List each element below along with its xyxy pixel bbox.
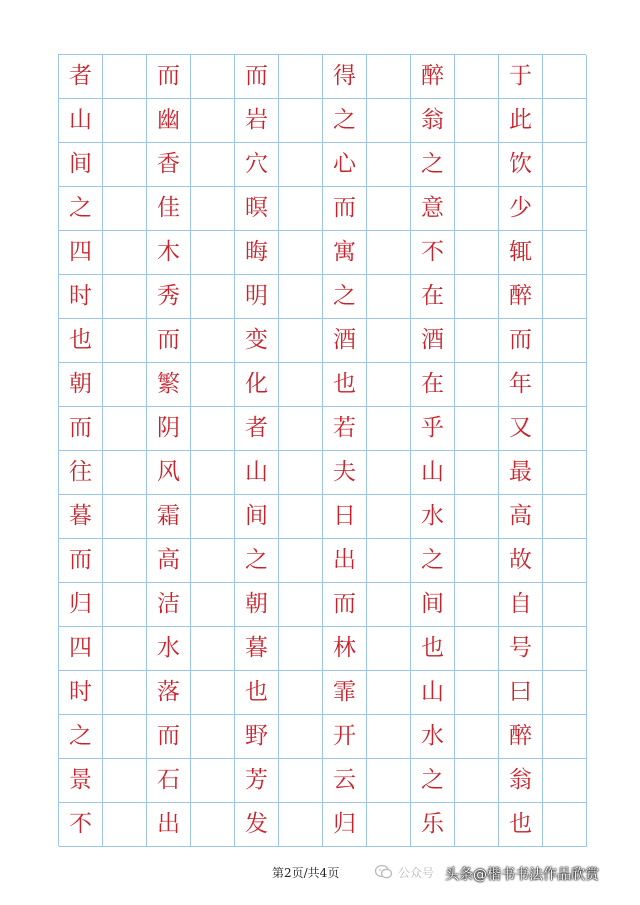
blank-cell <box>279 99 323 143</box>
blank-cell <box>543 319 587 363</box>
character-cell: 芳 <box>235 759 279 803</box>
blank-cell <box>543 363 587 407</box>
blank-cell <box>455 583 499 627</box>
character-cell: 醉 <box>499 275 543 319</box>
character-cell: 不 <box>59 803 103 847</box>
blank-cell <box>543 275 587 319</box>
blank-cell <box>455 803 499 847</box>
character-cell: 化 <box>235 363 279 407</box>
character-cell: 之 <box>411 143 455 187</box>
blank-cell <box>279 583 323 627</box>
character-cell: 云 <box>323 759 367 803</box>
blank-cell <box>103 671 147 715</box>
character-cell: 之 <box>411 759 455 803</box>
blank-cell <box>191 627 235 671</box>
character-cell: 若 <box>323 407 367 451</box>
character-cell: 夫 <box>323 451 367 495</box>
character-cell: 而 <box>59 539 103 583</box>
character-cell: 自 <box>499 583 543 627</box>
character-cell: 间 <box>411 583 455 627</box>
blank-cell <box>103 55 147 99</box>
blank-cell <box>367 451 411 495</box>
character-cell: 酒 <box>411 319 455 363</box>
character-cell: 景 <box>59 759 103 803</box>
character-cell: 而 <box>147 319 191 363</box>
blank-cell <box>191 495 235 539</box>
blank-cell <box>543 539 587 583</box>
character-cell: 山 <box>59 99 103 143</box>
character-cell: 年 <box>499 363 543 407</box>
character-cell: 少 <box>499 187 543 231</box>
blank-cell <box>191 319 235 363</box>
character-cell: 醉 <box>499 715 543 759</box>
blank-cell <box>279 759 323 803</box>
blank-cell <box>103 627 147 671</box>
blank-cell <box>367 55 411 99</box>
character-cell: 意 <box>411 187 455 231</box>
character-cell: 四 <box>59 627 103 671</box>
blank-cell <box>103 187 147 231</box>
blank-cell <box>191 407 235 451</box>
blank-cell <box>543 495 587 539</box>
character-cell: 木 <box>147 231 191 275</box>
blank-cell <box>543 99 587 143</box>
character-cell: 而 <box>323 187 367 231</box>
blank-cell <box>279 451 323 495</box>
blank-cell <box>455 495 499 539</box>
character-cell: 幽 <box>147 99 191 143</box>
character-cell: 而 <box>59 407 103 451</box>
calligraphy-grid <box>58 54 586 846</box>
blank-cell <box>279 275 323 319</box>
page-number: 第2页/共4页 <box>272 866 340 880</box>
blank-cell <box>455 231 499 275</box>
character-cell: 高 <box>499 495 543 539</box>
character-cell: 翁 <box>499 759 543 803</box>
character-cell: 故 <box>499 539 543 583</box>
blank-cell <box>455 671 499 715</box>
character-cell: 洁 <box>147 583 191 627</box>
character-cell: 穴 <box>235 143 279 187</box>
character-cell: 而 <box>235 55 279 99</box>
blank-cell <box>367 231 411 275</box>
blank-cell <box>279 363 323 407</box>
blank-cell <box>103 407 147 451</box>
character-cell: 香 <box>147 143 191 187</box>
character-cell: 暝 <box>235 187 279 231</box>
character-cell: 四 <box>59 231 103 275</box>
character-cell: 也 <box>411 627 455 671</box>
blank-cell <box>367 715 411 759</box>
character-cell: 酒 <box>323 319 367 363</box>
character-cell: 而 <box>323 583 367 627</box>
wechat-icon <box>374 862 394 882</box>
blank-cell <box>455 451 499 495</box>
character-cell: 得 <box>323 55 367 99</box>
character-cell: 在 <box>411 275 455 319</box>
blank-cell <box>543 715 587 759</box>
blank-cell <box>367 803 411 847</box>
blank-cell <box>103 803 147 847</box>
character-cell: 最 <box>499 451 543 495</box>
character-cell: 心 <box>323 143 367 187</box>
blank-cell <box>367 99 411 143</box>
character-cell: 之 <box>323 99 367 143</box>
blank-cell <box>543 143 587 187</box>
character-cell: 也 <box>323 363 367 407</box>
character-cell: 阴 <box>147 407 191 451</box>
blank-cell <box>543 583 587 627</box>
blank-cell <box>103 275 147 319</box>
character-cell: 又 <box>499 407 543 451</box>
blank-cell <box>367 143 411 187</box>
character-cell: 寓 <box>323 231 367 275</box>
blank-cell <box>191 55 235 99</box>
character-cell: 号 <box>499 627 543 671</box>
blank-cell <box>367 407 411 451</box>
character-cell: 风 <box>147 451 191 495</box>
blank-cell <box>367 495 411 539</box>
blank-cell <box>103 759 147 803</box>
blank-cell <box>191 187 235 231</box>
blank-cell <box>103 451 147 495</box>
blank-cell <box>191 363 235 407</box>
blank-cell <box>455 539 499 583</box>
character-cell: 于 <box>499 55 543 99</box>
blank-cell <box>103 495 147 539</box>
blank-cell <box>279 407 323 451</box>
character-cell: 佳 <box>147 187 191 231</box>
blank-cell <box>103 319 147 363</box>
blank-cell <box>103 715 147 759</box>
blank-cell <box>191 803 235 847</box>
character-cell: 此 <box>499 99 543 143</box>
blank-cell <box>279 495 323 539</box>
blank-cell <box>455 627 499 671</box>
character-cell: 高 <box>147 539 191 583</box>
character-cell: 水 <box>411 495 455 539</box>
blank-cell <box>191 539 235 583</box>
blank-cell <box>543 187 587 231</box>
character-cell: 开 <box>323 715 367 759</box>
blank-cell <box>455 143 499 187</box>
character-cell: 归 <box>59 583 103 627</box>
blank-cell <box>103 539 147 583</box>
character-cell: 繁 <box>147 363 191 407</box>
character-cell: 霏 <box>323 671 367 715</box>
character-cell: 在 <box>411 363 455 407</box>
watermark-handle: 头条@楷书书法作品欣赏 <box>445 867 599 883</box>
character-cell: 林 <box>323 627 367 671</box>
blank-cell <box>191 143 235 187</box>
character-cell: 出 <box>323 539 367 583</box>
blank-cell <box>279 803 323 847</box>
character-cell: 野 <box>235 715 279 759</box>
blank-cell <box>191 451 235 495</box>
blank-cell <box>191 671 235 715</box>
blank-cell <box>103 143 147 187</box>
watermark-account: 公众号 <box>398 866 435 880</box>
blank-cell <box>279 671 323 715</box>
character-cell: 间 <box>235 495 279 539</box>
character-cell: 之 <box>411 539 455 583</box>
blank-cell <box>279 319 323 363</box>
blank-cell <box>543 759 587 803</box>
character-cell: 饮 <box>499 143 543 187</box>
blank-cell <box>455 319 499 363</box>
blank-cell <box>367 275 411 319</box>
character-cell: 秀 <box>147 275 191 319</box>
blank-cell <box>279 539 323 583</box>
blank-cell <box>191 275 235 319</box>
blank-cell <box>191 759 235 803</box>
character-cell: 之 <box>59 187 103 231</box>
character-cell: 不 <box>411 231 455 275</box>
character-cell: 也 <box>59 319 103 363</box>
character-cell: 者 <box>59 55 103 99</box>
blank-cell <box>455 759 499 803</box>
blank-cell <box>279 627 323 671</box>
blank-cell <box>543 407 587 451</box>
blank-cell <box>455 715 499 759</box>
character-cell: 时 <box>59 275 103 319</box>
blank-cell <box>279 55 323 99</box>
character-cell: 出 <box>147 803 191 847</box>
character-cell: 醉 <box>411 55 455 99</box>
blank-cell <box>367 187 411 231</box>
blank-cell <box>455 275 499 319</box>
character-cell: 之 <box>323 275 367 319</box>
character-cell: 朝 <box>59 363 103 407</box>
character-cell: 而 <box>147 55 191 99</box>
blank-cell <box>103 99 147 143</box>
character-cell: 间 <box>59 143 103 187</box>
character-cell: 石 <box>147 759 191 803</box>
character-cell: 而 <box>147 715 191 759</box>
character-cell: 曰 <box>499 671 543 715</box>
character-cell: 岩 <box>235 99 279 143</box>
character-cell: 暮 <box>59 495 103 539</box>
blank-cell <box>191 99 235 143</box>
character-cell: 山 <box>235 451 279 495</box>
blank-cell <box>455 99 499 143</box>
blank-cell <box>367 671 411 715</box>
blank-cell <box>191 715 235 759</box>
blank-cell <box>367 539 411 583</box>
blank-cell <box>543 671 587 715</box>
character-cell: 霜 <box>147 495 191 539</box>
character-cell: 乐 <box>411 803 455 847</box>
blank-cell <box>367 319 411 363</box>
character-cell: 者 <box>235 407 279 451</box>
character-cell: 之 <box>235 539 279 583</box>
character-cell: 日 <box>323 495 367 539</box>
blank-cell <box>367 759 411 803</box>
character-cell: 山 <box>411 671 455 715</box>
blank-cell <box>455 363 499 407</box>
blank-cell <box>103 583 147 627</box>
character-cell: 变 <box>235 319 279 363</box>
character-cell: 晦 <box>235 231 279 275</box>
character-cell: 归 <box>323 803 367 847</box>
character-cell: 而 <box>499 319 543 363</box>
blank-cell <box>455 407 499 451</box>
blank-cell <box>543 803 587 847</box>
character-cell: 暮 <box>235 627 279 671</box>
blank-cell <box>543 231 587 275</box>
character-cell: 乎 <box>411 407 455 451</box>
character-cell: 水 <box>411 715 455 759</box>
character-cell: 翁 <box>411 99 455 143</box>
blank-cell <box>367 627 411 671</box>
blank-cell <box>279 231 323 275</box>
character-cell: 时 <box>59 671 103 715</box>
character-cell: 也 <box>499 803 543 847</box>
blank-cell <box>543 627 587 671</box>
character-cell: 朝 <box>235 583 279 627</box>
character-cell: 山 <box>411 451 455 495</box>
character-cell: 落 <box>147 671 191 715</box>
character-cell: 明 <box>235 275 279 319</box>
blank-cell <box>103 231 147 275</box>
character-cell: 之 <box>59 715 103 759</box>
blank-cell <box>279 187 323 231</box>
blank-cell <box>367 363 411 407</box>
page-footer <box>0 862 640 884</box>
blank-cell <box>543 55 587 99</box>
blank-cell <box>455 187 499 231</box>
character-cell: 辄 <box>499 231 543 275</box>
character-cell: 往 <box>59 451 103 495</box>
blank-cell <box>279 143 323 187</box>
character-cell: 发 <box>235 803 279 847</box>
blank-cell <box>367 583 411 627</box>
blank-cell <box>455 55 499 99</box>
character-cell: 水 <box>147 627 191 671</box>
blank-cell <box>191 231 235 275</box>
blank-cell <box>543 451 587 495</box>
blank-cell <box>279 715 323 759</box>
character-cell: 也 <box>235 671 279 715</box>
blank-cell <box>191 583 235 627</box>
blank-cell <box>103 363 147 407</box>
